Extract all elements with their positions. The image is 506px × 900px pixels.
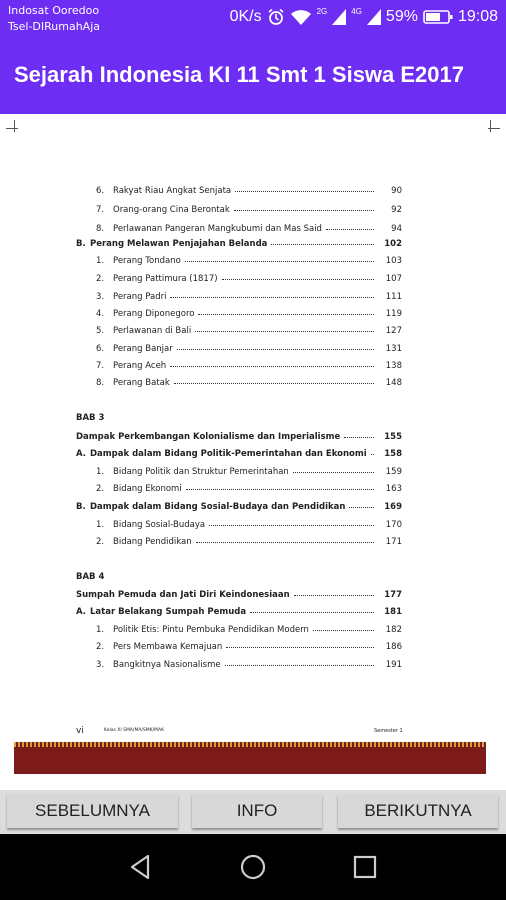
battery-percent: 59% bbox=[385, 8, 418, 25]
toc-label: BAB 3 bbox=[76, 413, 105, 423]
toc-row bbox=[0, 640, 402, 654]
toc-page: 90 bbox=[391, 186, 402, 196]
toc-page: 102 bbox=[384, 239, 402, 249]
toc-label: Orang-orang Cina Berontak bbox=[113, 205, 230, 215]
toc-label: Bidang Politik dan Struktur Pemerintahan bbox=[113, 467, 289, 477]
toc-leader bbox=[250, 612, 374, 613]
toc-page: 111 bbox=[385, 292, 402, 302]
wifi-icon bbox=[290, 8, 312, 26]
toc-label: Bidang Sosial-Budaya bbox=[113, 520, 206, 530]
toc-page: 159 bbox=[385, 467, 402, 477]
toc-number: 1. bbox=[96, 520, 105, 530]
network-type-2: 4G bbox=[351, 6, 362, 16]
book-title: Kelas XI SMA/MA/SMK/MAK bbox=[104, 728, 165, 733]
toc-label: Politik Etis: Pintu Pembuka Pendidikan Modern bbox=[113, 625, 309, 635]
toc-row bbox=[0, 184, 402, 198]
toc-label: Perang Tondano bbox=[113, 256, 181, 266]
toc-number: 2. bbox=[96, 484, 105, 494]
clock: 19:08 bbox=[457, 8, 498, 25]
signal-icon-2 bbox=[367, 9, 381, 25]
toc-label: Perlawanan di Bali bbox=[113, 326, 192, 336]
home-icon[interactable] bbox=[238, 852, 268, 882]
toc-row bbox=[0, 500, 402, 514]
toc-label: Perang Batak bbox=[113, 378, 170, 388]
toc-leader bbox=[235, 191, 374, 192]
toc-number: A. bbox=[76, 449, 86, 459]
toc-page: 127 bbox=[385, 326, 402, 336]
toc-page: 107 bbox=[385, 274, 402, 284]
toc-leader bbox=[185, 261, 374, 262]
toc-row bbox=[0, 518, 402, 532]
toc-page: 186 bbox=[385, 642, 402, 652]
toc-leader bbox=[271, 244, 374, 245]
semester-label: Semester 1 bbox=[374, 728, 403, 734]
toc-row bbox=[0, 254, 402, 268]
toc-page: 94 bbox=[391, 224, 402, 234]
toc-label: Rakyat Riau Angkat Senjata bbox=[113, 186, 232, 196]
toc-page: 155 bbox=[384, 432, 402, 442]
toc-label: Sumpah Pemuda dan Jati Diri Keindonesiaan bbox=[76, 590, 290, 600]
toc-number: 2. bbox=[96, 274, 105, 284]
toc-leader bbox=[195, 331, 374, 332]
toc-number: 7. bbox=[96, 361, 105, 371]
toc-number: 6. bbox=[96, 186, 105, 196]
decorative-band bbox=[14, 742, 486, 774]
toc-row bbox=[0, 324, 402, 338]
carrier-1: Indosat Ooredoo bbox=[8, 4, 100, 17]
toc-label: Bidang Pendidikan bbox=[113, 537, 192, 547]
toc-leader bbox=[234, 210, 374, 211]
toc-leader bbox=[170, 297, 374, 298]
toc-row bbox=[0, 535, 402, 549]
toc-number: 3. bbox=[96, 660, 105, 670]
toc-label: Dampak dalam Bidang Politik-Pemerintahan dan Ekonomi bbox=[90, 449, 367, 459]
carrier-2: Tsel-DIRumahAja bbox=[8, 20, 101, 33]
table-of-contents bbox=[0, 114, 506, 714]
toc-label: Perang Diponegoro bbox=[113, 309, 195, 319]
toc-row bbox=[0, 290, 402, 304]
toc-page: 158 bbox=[384, 449, 402, 459]
toc-label: Perlawanan Pangeran Mangkubumi dan Mas Said bbox=[113, 224, 322, 234]
toc-label: Perang Aceh bbox=[113, 361, 167, 371]
toc-page: 92 bbox=[391, 205, 402, 215]
navigation-bar bbox=[0, 834, 506, 900]
toc-leader bbox=[196, 542, 374, 543]
button-bar bbox=[0, 790, 506, 834]
page-viewer[interactable] bbox=[0, 114, 506, 790]
toc-number: A. bbox=[76, 607, 86, 617]
toc-number: 8. bbox=[96, 224, 105, 234]
toc-label: Dampak Perkembangan Kolonialisme dan Imperialisme bbox=[76, 432, 341, 442]
toc-page: 177 bbox=[384, 590, 402, 600]
toc-number: 2. bbox=[96, 537, 105, 547]
toc-row bbox=[0, 376, 402, 390]
toc-page: 171 bbox=[385, 537, 402, 547]
toc-row bbox=[0, 272, 402, 286]
toc-label: Bangkitnya Nasionalisme bbox=[113, 660, 221, 670]
toc-number: 1. bbox=[96, 625, 105, 635]
toc-row bbox=[0, 570, 402, 584]
toc-row bbox=[0, 307, 402, 321]
toc-leader bbox=[226, 647, 374, 648]
toc-label: Dampak dalam Bidang Sosial-Budaya dan Pendidikan bbox=[90, 502, 346, 512]
toc-leader bbox=[198, 314, 374, 315]
battery-icon bbox=[423, 9, 453, 25]
recents-icon[interactable] bbox=[350, 852, 380, 882]
next-button[interactable]: BERIKUTNYA bbox=[338, 794, 498, 828]
toc-leader bbox=[170, 366, 374, 367]
status-bar bbox=[0, 0, 506, 36]
toc-row bbox=[0, 203, 402, 217]
toc-row bbox=[0, 623, 402, 637]
toc-leader bbox=[209, 525, 374, 526]
toc-label: Pers Membawa Kemajuan bbox=[113, 642, 223, 652]
toc-label: Latar Belakang Sumpah Pemuda bbox=[90, 607, 247, 617]
toc-number: 1. bbox=[96, 256, 105, 266]
toc-page: 103 bbox=[385, 256, 402, 266]
toc-page: 181 bbox=[384, 607, 402, 617]
toc-row bbox=[0, 482, 402, 496]
toc-row bbox=[0, 359, 402, 373]
toc-leader bbox=[225, 665, 374, 666]
toc-page: 182 bbox=[385, 625, 402, 635]
toc-page: 131 bbox=[385, 344, 402, 354]
toc-leader bbox=[174, 383, 374, 384]
toc-row bbox=[0, 430, 402, 444]
toc-number: 7. bbox=[96, 205, 105, 215]
toc-page: 163 bbox=[385, 484, 402, 494]
page-number: vi bbox=[76, 726, 84, 736]
net-speed: 0K/s bbox=[229, 8, 262, 25]
toc-number: 3. bbox=[96, 292, 105, 302]
toc-row bbox=[0, 342, 402, 356]
toc-row bbox=[0, 605, 402, 619]
toc-number: 4. bbox=[96, 309, 105, 319]
toc-label: Perang Banjar bbox=[113, 344, 173, 354]
toc-number: 1. bbox=[96, 467, 105, 477]
signal-icon-1 bbox=[332, 9, 346, 25]
toc-row bbox=[0, 658, 402, 672]
previous-button[interactable]: SEBELUMNYA bbox=[7, 794, 178, 828]
toc-page: 148 bbox=[385, 378, 402, 388]
toc-number: 5. bbox=[96, 326, 105, 336]
toc-number: B. bbox=[76, 239, 86, 249]
toc-row bbox=[0, 222, 402, 236]
toc-leader bbox=[222, 279, 374, 280]
toc-row bbox=[0, 465, 402, 479]
toc-label: Perang Melawan Penjajahan Belanda bbox=[90, 239, 268, 249]
toc-page: 169 bbox=[384, 502, 402, 512]
app-title: Sejarah Indonesia KI 11 Smt 1 Siswa E2017 bbox=[14, 62, 465, 87]
toc-page: 191 bbox=[385, 660, 402, 670]
app-bar bbox=[0, 36, 506, 114]
alarm-icon bbox=[267, 8, 285, 26]
toc-number: 2. bbox=[96, 642, 105, 652]
info-button[interactable]: INFO bbox=[192, 794, 322, 828]
toc-label: BAB 4 bbox=[76, 572, 105, 582]
toc-number: B. bbox=[76, 502, 86, 512]
toc-number: 8. bbox=[96, 378, 105, 388]
toc-number: 6. bbox=[96, 344, 105, 354]
toc-row bbox=[0, 237, 402, 251]
toc-row bbox=[0, 588, 402, 602]
toc-label: Perang Pattimura (1817) bbox=[113, 274, 218, 284]
toc-label: Perang Padri bbox=[113, 292, 167, 302]
toc-row bbox=[0, 447, 402, 461]
toc-label: Bidang Ekonomi bbox=[113, 484, 182, 494]
toc-leader bbox=[186, 489, 374, 490]
toc-leader bbox=[177, 349, 374, 350]
toc-page: 170 bbox=[385, 520, 402, 530]
network-type-1: 2G bbox=[316, 6, 328, 16]
toc-row bbox=[0, 411, 402, 425]
back-icon[interactable] bbox=[126, 852, 156, 882]
toc-page: 138 bbox=[385, 361, 402, 371]
toc-page: 119 bbox=[385, 309, 402, 319]
